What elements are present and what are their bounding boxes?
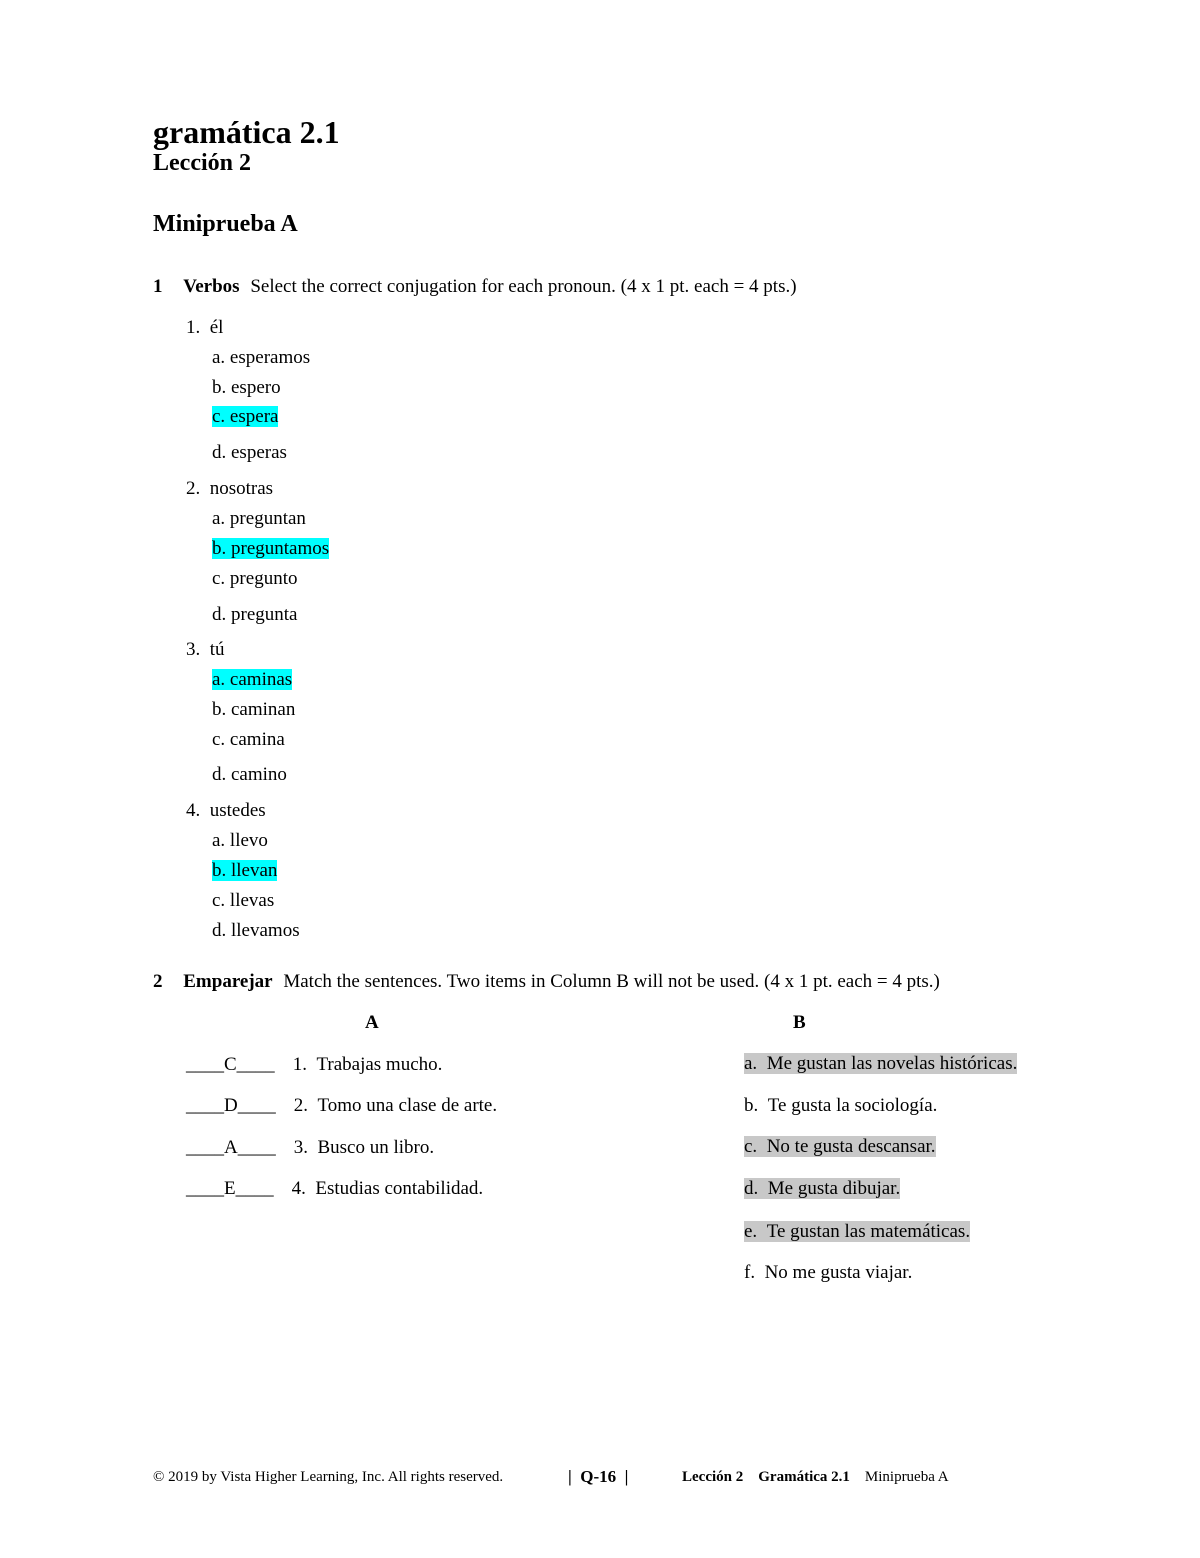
section2-header — [153, 971, 940, 993]
question-3 — [186, 639, 225, 661]
footer-gramatica: Gramática 2.1 — [758, 1469, 850, 1485]
section1-label: Verbos — [183, 276, 240, 297]
question-4 — [186, 800, 266, 822]
q3-option-b[interactable]: b. caminan — [212, 699, 296, 720]
column-b-item-a — [744, 1053, 1017, 1074]
item-number: 2. — [293, 1095, 308, 1116]
item-text: No te gusta descansar. — [766, 1136, 936, 1157]
answer-blank[interactable]: ____C____ — [186, 1054, 275, 1075]
q1-option-a[interactable]: a. esperamos — [212, 347, 311, 368]
item-text: Me gustan las novelas históricas. — [766, 1053, 1018, 1074]
column-b-item-d — [744, 1178, 900, 1199]
match-row-1 — [186, 1054, 442, 1076]
question-prompt: él — [209, 317, 224, 338]
q1-option-b[interactable]: b. espero — [212, 377, 281, 398]
answer-blank[interactable]: ____A____ — [186, 1137, 276, 1158]
q3-option-c[interactable]: c. camina — [212, 729, 285, 750]
item-letter: c. — [744, 1136, 758, 1157]
question-number: 2. — [186, 478, 201, 499]
q2-option-c[interactable]: c. pregunto — [212, 568, 298, 589]
item-letter: f. — [744, 1262, 756, 1283]
footer-separator: | — [568, 1467, 572, 1486]
match-row-4 — [186, 1178, 483, 1200]
q4-option-d[interactable]: d. llevamos — [212, 920, 300, 941]
question-prompt: nosotras — [209, 478, 274, 499]
column-b-item-c — [744, 1136, 936, 1157]
quiz-heading: Miniprueba A — [153, 211, 298, 237]
item-number: 4. — [291, 1178, 306, 1199]
item-text: Te gusta la sociología. — [767, 1095, 938, 1116]
section2-label: Emparejar — [183, 971, 273, 992]
answer-blank[interactable]: ____E____ — [186, 1178, 274, 1199]
column-b-header: B — [793, 1012, 806, 1033]
section1-instructions: Select the correct conjugation for each pronoun. (4 x 1 pt. each = 4 pts.) — [250, 276, 797, 297]
q2-option-b-selected[interactable]: b. preguntamos — [212, 538, 330, 559]
q1-option-d[interactable]: d. esperas — [212, 442, 287, 463]
item-letter: b. — [744, 1095, 759, 1116]
section2-number: 2 — [153, 971, 163, 992]
page-title: gramática 2.1 — [153, 114, 340, 150]
column-a-header: A — [365, 1012, 379, 1033]
column-b-item-e — [744, 1221, 970, 1242]
question-1 — [186, 317, 223, 339]
lesson-subtitle: Lección 2 — [153, 150, 251, 176]
footer-copyright: © 2019 by Vista Higher Learning, Inc. All rights reserved. — [153, 1469, 504, 1485]
item-number: 1. — [292, 1054, 307, 1075]
q3-option-d[interactable]: d. camino — [212, 764, 287, 785]
item-text: Estudias contabilidad. — [315, 1178, 484, 1199]
q2-option-d[interactable]: d. pregunta — [212, 604, 298, 625]
item-text: Te gustan las matemáticas. — [766, 1221, 971, 1242]
item-text: Tomo una clase de arte. — [317, 1095, 498, 1116]
footer-page — [568, 1467, 628, 1487]
item-letter: e. — [744, 1221, 758, 1242]
section2-instructions: Match the sentences. Two items in Column B will not be used. (4 x 1 pt. each = 4 pts.) — [283, 971, 940, 992]
question-number: 4. — [186, 800, 201, 821]
question-prompt: tú — [209, 639, 225, 660]
q4-option-c[interactable]: c. llevas — [212, 890, 275, 911]
question-prompt: ustedes — [209, 800, 266, 821]
question-2 — [186, 478, 273, 500]
answer-blank[interactable]: ____D____ — [186, 1095, 276, 1116]
q4-option-a[interactable]: a. llevo — [212, 830, 268, 851]
q2-option-a[interactable]: a. preguntan — [212, 508, 306, 529]
footer-leccion: Lección 2 — [682, 1469, 744, 1485]
q3-option-a-selected[interactable]: a. caminas — [212, 669, 293, 690]
item-text: Busco un libro. — [317, 1137, 435, 1158]
section1-number: 1 — [153, 276, 163, 297]
column-b-item-b — [744, 1095, 937, 1116]
item-letter: d. — [744, 1178, 759, 1199]
match-row-2 — [186, 1095, 497, 1117]
item-text: Trabajas mucho. — [316, 1054, 443, 1075]
item-text: No me gusta viajar. — [764, 1262, 913, 1283]
footer-separator: | — [624, 1467, 629, 1486]
match-row-3 — [186, 1137, 434, 1159]
footer-miniprueba: Miniprueba A — [864, 1469, 949, 1485]
item-text: Me gusta dibujar. — [767, 1178, 901, 1199]
question-number: 1. — [186, 317, 201, 338]
footer-lesson-info — [682, 1469, 949, 1486]
item-number: 3. — [293, 1137, 308, 1158]
question-number: 3. — [186, 639, 201, 660]
q4-option-b-selected[interactable]: b. llevan — [212, 860, 278, 881]
section1-header — [153, 276, 797, 298]
column-b-item-f — [744, 1262, 912, 1283]
item-letter: a. — [744, 1053, 758, 1074]
q1-option-c-selected[interactable]: c. espera — [212, 406, 279, 427]
page-number: Q-16 — [580, 1467, 617, 1486]
